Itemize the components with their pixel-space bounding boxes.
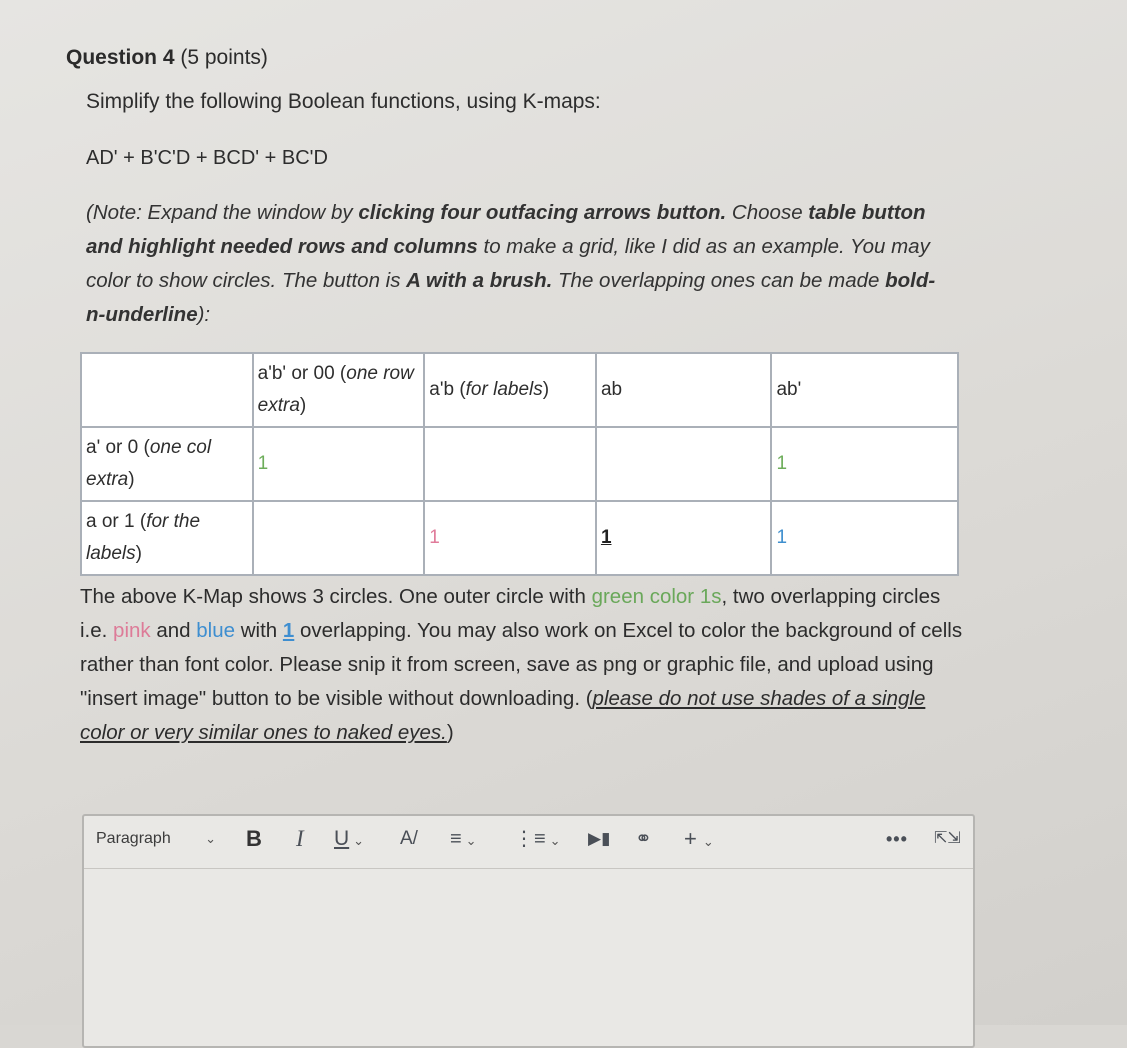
kmap-row: [81, 501, 958, 575]
row-label-text: ): [135, 543, 142, 564]
desc-underlined: please do not use shades of a single color or very similar ones to naked eyes.: [80, 687, 926, 744]
underline-label: U: [334, 827, 350, 850]
desc-blue: blue: [196, 619, 236, 642]
question-title: [66, 46, 268, 70]
chevron-down-icon: ⌄: [702, 834, 714, 849]
chevron-down-icon: ⌄: [353, 833, 365, 848]
header-text: a'b' or 00 (: [257, 363, 347, 384]
media-button[interactable]: [588, 824, 610, 854]
note-bold: bold-n-underline: [86, 269, 936, 326]
header-italic: for labels: [465, 379, 543, 400]
desc-text: The above K-Map shows 3 circles. One outer circle with: [80, 585, 592, 608]
kmap-row-header[interactable]: [81, 501, 253, 575]
kmap-cell-value: 1: [776, 527, 788, 548]
question-points: (5 points): [180, 46, 268, 69]
kmap-cell[interactable]: [253, 427, 425, 501]
row-label-italic: one col extra: [86, 437, 212, 490]
kmap-cell[interactable]: [771, 501, 958, 575]
desc-text: , two overlapping circles i.e.: [80, 585, 941, 642]
link-button[interactable]: [635, 824, 652, 854]
desc-overlap-one: 1: [282, 619, 295, 642]
kmap-header-row: [81, 353, 958, 427]
note-text: ):: [197, 303, 211, 326]
header-text: ab': [776, 379, 802, 400]
desc-text: ): [446, 721, 454, 744]
kmap-cell-value: 1: [257, 453, 269, 474]
kmap-cell-value: 1: [776, 453, 788, 474]
more-options-button[interactable]: •••: [886, 829, 908, 849]
kmap-corner-cell[interactable]: [81, 353, 253, 427]
kmap-col-header[interactable]: [424, 353, 596, 427]
desc-text: with: [235, 619, 283, 642]
block-format-label: Paragraph: [96, 830, 171, 847]
font-color-button[interactable]: A/: [400, 828, 418, 849]
row-label-text: ): [128, 469, 135, 490]
note-bold: clicking four outfacing arrows button.: [358, 201, 727, 224]
block-format-select[interactable]: [96, 824, 216, 854]
desc-text: and: [150, 619, 197, 642]
kmap-cell[interactable]: [424, 427, 596, 501]
align-icon: ≡: [450, 828, 462, 850]
kmap-cell-value: 1: [429, 527, 440, 548]
kmap-description: [80, 580, 970, 750]
note-text: to make a grid, like I did as an example. You may color to show circles. The button is: [86, 235, 930, 292]
note-bold: table button and highlight needed rows and columns: [86, 201, 926, 258]
kmap-col-header[interactable]: [596, 353, 772, 427]
kmap-cell[interactable]: [424, 501, 596, 575]
row-label-text: a or 1 (: [86, 511, 147, 532]
media-icon: ▶▮: [588, 829, 611, 848]
header-text: ab: [600, 379, 623, 400]
note-text: Choose: [726, 201, 809, 224]
desc-green: green color 1s: [591, 585, 722, 608]
list-button[interactable]: [514, 824, 561, 854]
rich-text-editor[interactable]: [82, 814, 975, 1048]
kmap-cell[interactable]: [771, 427, 958, 501]
note-bold: A with a brush.: [406, 269, 553, 292]
kmap-cell[interactable]: [253, 501, 425, 575]
list-icon: ⋮≡: [514, 828, 546, 850]
italic-button[interactable]: I: [296, 826, 304, 851]
kmap-row: [81, 427, 958, 501]
align-button[interactable]: [450, 824, 477, 854]
header-text: ): [542, 379, 550, 400]
kmap-col-header[interactable]: [253, 353, 425, 427]
bold-button[interactable]: B: [246, 826, 262, 851]
desc-pink: pink: [113, 619, 151, 642]
header-italic: one row extra: [257, 363, 414, 416]
note-text: The overlapping ones can be made: [552, 269, 886, 292]
kmap-cell[interactable]: [596, 501, 772, 575]
expand-icon[interactable]: ⇱⇲: [934, 830, 961, 847]
chevron-down-icon: ⌄: [205, 831, 217, 846]
instruction-note: [86, 196, 946, 332]
editor-content-area[interactable]: [84, 869, 973, 1039]
desc-text: overlapping. You may also work on Excel to color the background of cells rather than font color. Please snip it from screen, save as png or graphic file, and upload using "insert image" button to be visible without downloading. (: [80, 619, 963, 710]
kmap-cell[interactable]: [596, 427, 772, 501]
question-number: Question 4: [66, 46, 175, 69]
row-label-italic: for the labels: [86, 511, 201, 564]
boolean-expression: AD' + B'C'D + BCD' + BC'D: [86, 147, 328, 169]
kmap-row-header[interactable]: [81, 427, 253, 501]
row-label-text: a' or 0 (: [86, 437, 150, 458]
editor-toolbar: [84, 816, 973, 869]
insert-button[interactable]: [684, 824, 714, 854]
question-prompt: Simplify the following Boolean functions, using K-maps:: [86, 90, 601, 113]
kmap-cell-value: 1: [600, 527, 612, 548]
chevron-down-icon: ⌄: [549, 833, 561, 848]
kmap-col-header[interactable]: [771, 353, 958, 427]
note-text: (Note: Expand the window by: [86, 201, 359, 224]
underline-button[interactable]: [334, 824, 364, 854]
header-text: a'b (: [429, 379, 466, 400]
chevron-down-icon: ⌄: [465, 833, 477, 848]
plus-icon: +: [684, 826, 697, 851]
link-icon: ⚭: [635, 828, 652, 850]
kmap-table: [80, 352, 959, 576]
header-text: ): [299, 395, 307, 416]
